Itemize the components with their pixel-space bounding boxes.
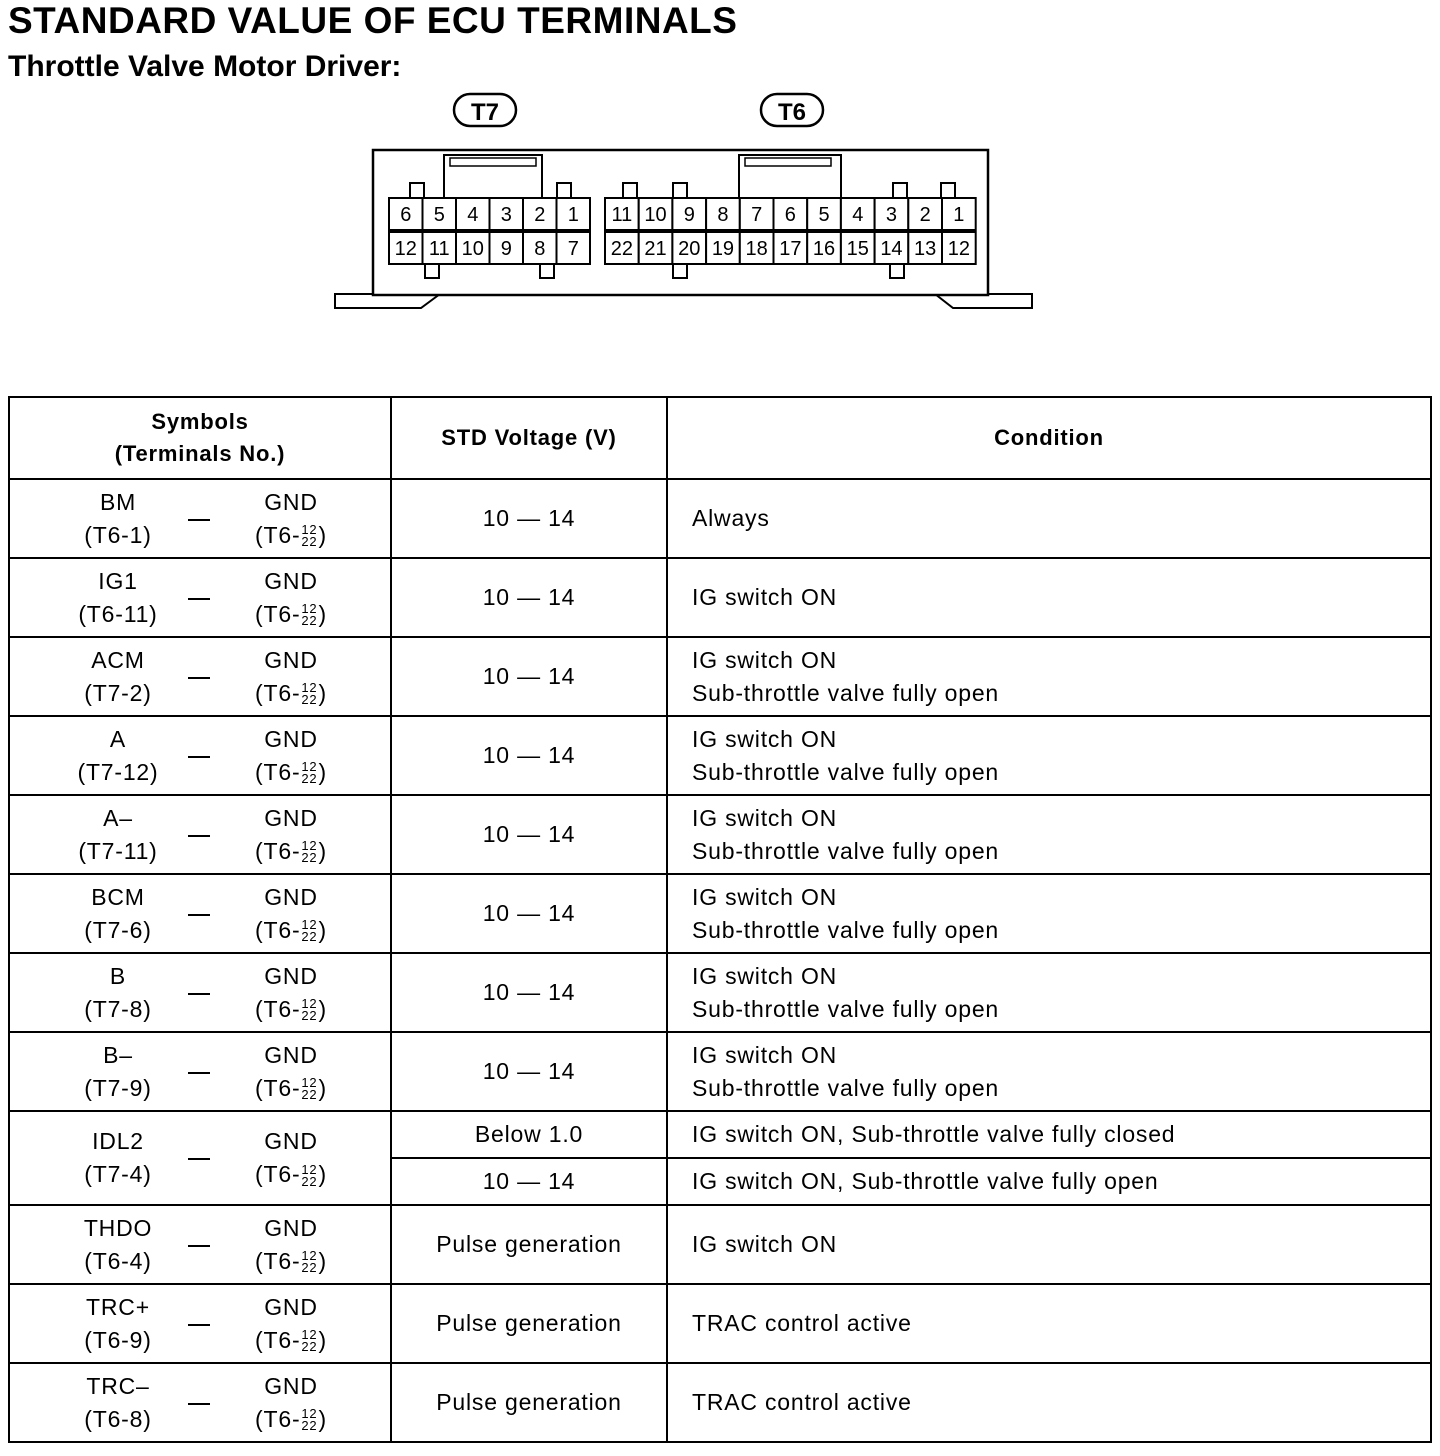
terminal-number: 20 — [678, 238, 701, 260]
voltage-cell: Pulse generation — [391, 1205, 667, 1284]
symbol-separator — [188, 835, 210, 837]
terminal-number: 7 — [751, 204, 763, 226]
symbol-cell — [9, 1032, 391, 1111]
terminal-number: 9 — [500, 238, 512, 260]
gnd-terminal: (T6- 12 22 ) — [255, 1405, 327, 1434]
signal-symbol: A– (T7-11) — [78, 804, 158, 864]
terminal-number: 11 — [428, 238, 450, 260]
terminal-number: 3 — [500, 204, 512, 226]
terminal-number: 2 — [534, 204, 546, 226]
terminal-number: 14 — [880, 238, 903, 260]
signal-symbol: BM (T6-1) — [84, 488, 152, 548]
terminal-number: 9 — [683, 204, 695, 226]
symbol-cell — [9, 1205, 391, 1284]
terminal-number: 7 — [567, 238, 579, 260]
ground-symbol: GND (T6- 12 22 ) — [236, 960, 346, 1026]
voltage-cell: 10 — 14 — [391, 953, 667, 1032]
terminal-fraction: 12 22 — [301, 1327, 318, 1355]
symbol-cell — [9, 1363, 391, 1442]
symbol-separator — [188, 519, 210, 521]
gnd-terminal: (T6- 12 22 ) — [255, 995, 327, 1024]
terminal-fraction: 12 22 — [301, 601, 318, 629]
terminal-fraction: 12 22 — [301, 522, 318, 550]
terminal-fraction: 12 22 — [301, 759, 318, 787]
voltage-cell: 10 — 14 — [391, 558, 667, 637]
condition-cell: IG switch ON Sub-throttle valve fully open — [667, 637, 1431, 716]
terminal-number: 22 — [610, 238, 633, 260]
ground-symbol: GND (T6- 12 22 ) — [236, 644, 346, 710]
condition-cell: Always — [667, 479, 1431, 558]
gnd-terminal: (T6- 12 22 ) — [255, 679, 327, 708]
ground-symbol: GND (T6- 12 22 ) — [236, 881, 346, 947]
voltage-cell: 10 — 14 — [391, 1158, 667, 1205]
symbol-separator — [188, 1245, 210, 1247]
signal-symbol: B (T7-8) — [84, 962, 152, 1022]
ground-symbol: GND (T6- 12 22 ) — [236, 802, 346, 868]
voltage-cell: 10 — 14 — [391, 1032, 667, 1111]
symbol-cell — [9, 637, 391, 716]
voltage-cell: Below 1.0 — [391, 1111, 667, 1158]
condition-cell: IG switch ON — [667, 1205, 1431, 1284]
terminal-fraction: 12 22 — [301, 1075, 318, 1103]
voltage-cell: 10 — 14 — [391, 479, 667, 558]
terminal-number: 4 — [467, 204, 479, 226]
voltage-cell: Pulse generation — [391, 1363, 667, 1442]
signal-symbol: A (T7-12) — [77, 725, 159, 785]
table-row — [9, 874, 1431, 953]
gnd-terminal: (T6- 12 22 ) — [255, 1074, 327, 1103]
signal-symbol: BCM (T7-6) — [84, 883, 152, 943]
symbol-cell — [9, 953, 391, 1032]
terminal-fraction: 12 22 — [301, 838, 318, 866]
symbol-separator — [188, 993, 210, 995]
condition-cell: TRAC control active — [667, 1284, 1431, 1363]
signal-symbol: IG1 (T6-11) — [78, 567, 158, 627]
t7-terminal-grid — [389, 198, 590, 264]
symbol-separator — [188, 756, 210, 758]
condition-cell: IG switch ON, Sub-throttle valve fully open — [667, 1158, 1431, 1205]
terminal-number: 6 — [400, 204, 412, 226]
gnd-terminal: (T6- 12 22 ) — [255, 1161, 327, 1189]
ground-symbol: GND (T6- 12 22 ) — [236, 1039, 346, 1105]
terminal-number: 10 — [461, 238, 484, 260]
terminal-fraction: 12 22 — [301, 680, 318, 708]
symbol-separator — [188, 914, 210, 916]
condition-cell: IG switch ON Sub-throttle valve fully open — [667, 953, 1431, 1032]
condition-cell: TRAC control active — [667, 1363, 1431, 1442]
terminal-number: 13 — [914, 238, 937, 260]
condition-cell: IG switch ON, Sub-throttle valve fully closed — [667, 1111, 1431, 1158]
symbol-separator — [188, 1403, 210, 1405]
signal-symbol: TRC+ (T6-9) — [84, 1293, 152, 1353]
table-body — [9, 479, 1431, 1442]
terminal-fraction: 12 22 — [301, 1248, 318, 1276]
gnd-terminal: (T6- 12 22 ) — [255, 837, 327, 866]
signal-symbol: THDO (T6-4) — [83, 1214, 153, 1274]
ground-symbol: GND (T6- 12 22 ) — [236, 1125, 346, 1191]
t6-label: T6 — [777, 99, 807, 126]
symbol-separator — [188, 598, 210, 600]
table-row — [9, 479, 1431, 558]
gnd-terminal: (T6- 12 22 ) — [255, 1247, 327, 1276]
symbol-separator — [188, 1072, 210, 1074]
terminal-number: 1 — [953, 204, 965, 226]
terminal-number: 2 — [919, 204, 931, 226]
terminal-number: 17 — [779, 238, 802, 260]
table-row — [9, 1205, 1431, 1284]
symbol-separator — [188, 677, 210, 679]
gnd-terminal: (T6- 12 22 ) — [255, 1326, 327, 1355]
symbol-cell — [9, 874, 391, 953]
gnd-terminal: (T6- 12 22 ) — [255, 521, 327, 550]
condition-header: Condition — [667, 397, 1431, 479]
terminal-fraction: 12 22 — [301, 1406, 318, 1434]
voltage-header: STD Voltage (V) — [391, 397, 667, 479]
gnd-terminal: (T6- 12 22 ) — [255, 758, 327, 787]
condition-cell: IG switch ON Sub-throttle valve fully open — [667, 716, 1431, 795]
voltage-cell: 10 — 14 — [391, 874, 667, 953]
terminal-number: 18 — [745, 238, 768, 260]
terminal-number: 1 — [567, 204, 579, 226]
table-row — [9, 637, 1431, 716]
condition-cell: IG switch ON Sub-throttle valve fully open — [667, 795, 1431, 874]
terminal-number: 16 — [812, 238, 836, 260]
ground-symbol: GND (T6- 12 22 ) — [236, 486, 346, 552]
terminal-number: 12 — [947, 238, 970, 260]
table-row — [9, 1111, 1431, 1158]
symbol-cell — [9, 716, 391, 795]
terminal-number: 6 — [784, 204, 796, 226]
voltage-cell: Pulse generation — [391, 1284, 667, 1363]
terminal-fraction: 12 22 — [301, 1161, 318, 1189]
table-row — [9, 716, 1431, 795]
symbol-cell — [9, 1284, 391, 1363]
table-row — [9, 1363, 1431, 1442]
ground-symbol: GND (T6- 12 22 ) — [236, 1291, 346, 1357]
symbol-cell — [9, 1111, 391, 1205]
page-title: STANDARD VALUE OF ECU TERMINALS — [8, 0, 738, 41]
t6-terminal-grid — [605, 198, 976, 264]
gnd-terminal: (T6- 12 22 ) — [255, 916, 327, 945]
terminal-number: 5 — [433, 204, 445, 226]
terminal-number: 19 — [711, 238, 735, 260]
symbol-cell — [9, 479, 391, 558]
terminal-number: 11 — [611, 204, 633, 226]
terminal-number: 4 — [852, 204, 864, 226]
ground-symbol: GND (T6- 12 22 ) — [236, 1212, 346, 1278]
condition-cell: IG switch ON — [667, 558, 1431, 637]
ground-symbol: GND (T6- 12 22 ) — [236, 723, 346, 789]
terminal-number: 10 — [644, 204, 667, 226]
condition-cell: IG switch ON Sub-throttle valve fully open — [667, 1032, 1431, 1111]
page-subtitle: Throttle Valve Motor Driver: — [8, 50, 402, 83]
ecu-terminal-table — [8, 396, 1432, 1443]
signal-symbol: B– (T7-9) — [84, 1041, 152, 1101]
table-row — [9, 1284, 1431, 1363]
terminal-number: 8 — [534, 238, 546, 260]
symbol-cell — [9, 558, 391, 637]
symbol-separator — [188, 1158, 210, 1160]
signal-symbol: ACM (T7-2) — [84, 646, 152, 706]
terminal-number: 15 — [846, 238, 869, 260]
voltage-cell: 10 — 14 — [391, 716, 667, 795]
table-row — [9, 795, 1431, 874]
terminal-number: 12 — [394, 238, 417, 260]
voltage-cell: 10 — 14 — [391, 637, 667, 716]
signal-symbol: IDL2 (T7-4) — [84, 1128, 152, 1187]
terminal-number: 21 — [644, 238, 667, 260]
table-row — [9, 558, 1431, 637]
ground-symbol: GND (T6- 12 22 ) — [236, 565, 346, 631]
condition-cell: IG switch ON Sub-throttle valve fully open — [667, 874, 1431, 953]
terminal-number: 3 — [885, 204, 898, 226]
table-row — [9, 1032, 1431, 1111]
terminal-fraction: 12 22 — [301, 917, 318, 945]
voltage-cell: 10 — 14 — [391, 795, 667, 874]
table-header-row — [9, 397, 1431, 479]
terminal-number: 5 — [818, 204, 830, 226]
terminal-fraction: 12 22 — [301, 996, 318, 1024]
symbols-header: Symbols (Terminals No.) — [9, 397, 391, 479]
signal-symbol: TRC– (T6-8) — [84, 1372, 152, 1432]
symbol-separator — [188, 1324, 210, 1326]
gnd-terminal: (T6- 12 22 ) — [255, 600, 327, 629]
t7-label: T7 — [470, 99, 500, 126]
ecu-connector-diagram — [0, 0, 1440, 330]
ground-symbol: GND (T6- 12 22 ) — [236, 1370, 346, 1436]
terminal-number: 8 — [717, 204, 729, 226]
table-row — [9, 953, 1431, 1032]
symbol-cell — [9, 795, 391, 874]
